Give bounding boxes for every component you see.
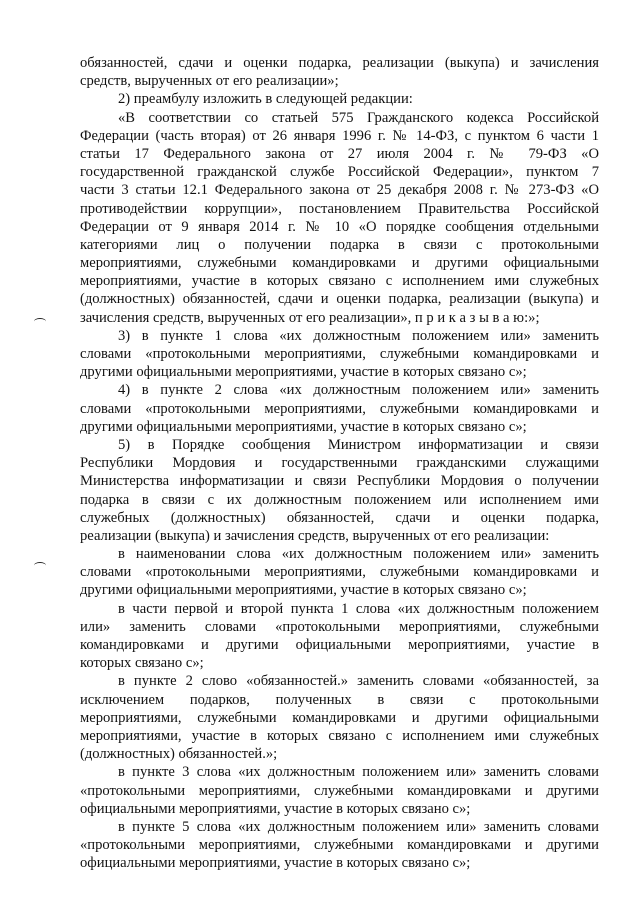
text-line: мероприятиями, участие в которых связано с исполнением ими служебных (80, 273, 599, 290)
text-line: или» заменить словами «протокольными мероприятиями, служебными (80, 618, 599, 635)
text-line: мероприятиями, участие в которых связано с исполнением ими служебных (80, 727, 599, 744)
text-line: 3) в пункте 1 слова «их должностным положением или» заменить (118, 327, 599, 344)
text-line: словами «протокольными мероприятиями, служебными командировками и (80, 564, 599, 581)
text-line: средств, вырученных от его реализации»; (80, 73, 339, 90)
text-line: (должностных) обязанностей, сдачи и оценки подарка, реализации (выкупа) и (80, 291, 599, 308)
text-line: официальными мероприятиями, участие в которых связано с»; (80, 800, 471, 817)
text-line: в пункте 3 слова «их должностным положением или» заменить словами (118, 764, 599, 781)
text-line: категориями лиц о получении подарка в связи с протокольными (80, 236, 599, 253)
text-line: статьи 17 Федерального закона от 27 июля 2004 г. № 79-ФЗ «О (80, 145, 599, 162)
text-line: Федерации (часть вторая) от 26 января 1996 г. № 14-ФЗ, с пунктом 6 части 1 (80, 127, 599, 144)
text-line: зачисления средств, вырученных от его реализации», п р и к а з ы в а ю:»; (80, 309, 540, 326)
punch-hole-mark (34, 562, 46, 569)
text-line: Федерации от 9 января 2014 г. № 10 «О порядке сообщения отдельными (80, 218, 599, 235)
text-line: обязанностей, сдачи и оценки подарка, реализации (выкупа) и зачисления (80, 55, 599, 71)
text-line: мероприятиями, служебными командировками и другими официальными (80, 255, 599, 272)
text-line: другими официальными мероприятиями, участие в которых связано с»; (80, 582, 527, 599)
text-line: словами «протокольными мероприятиями, служебными командировками и (80, 400, 599, 417)
text-line: 5) в Порядке сообщения Министром информатизации и связи (118, 436, 599, 453)
text-line: «протокольными мероприятиями, служебными командировками и другими (80, 837, 599, 854)
text-line: «протокольными мероприятиями, служебными командировками и другими (80, 782, 599, 799)
text-line: Республики Мордовия и государственными гражданскими служащими (80, 455, 599, 472)
text-line: командировками и другими официальными мероприятиями, участие в (80, 637, 599, 653)
text-line: в пункте 2 слово «обязанностей.» заменить словами «обязанностей, за (118, 673, 599, 690)
text-line: (должностных) обязанностей.»; (80, 746, 278, 763)
text-line: противодействии коррупции», постановлением Правительства Российской (80, 200, 599, 217)
document-body (80, 54, 599, 872)
text-line: «В соответствии со статьей 575 Гражданского кодекса Российской (118, 109, 599, 126)
text-line: исключением подарков, полученных в связи с протокольными (80, 691, 599, 708)
text-line: служебных (должностных) обязанностей, сдачи и оценки подарка, (80, 509, 599, 526)
text-line: мероприятиями, служебными командировками и другими официальными (80, 709, 599, 726)
text-line: реализации (выкупа) и зачисления средств, вырученных от его реализации: (80, 527, 550, 544)
text-line: 2) преамбулу изложить в следующей редакции: (118, 91, 413, 108)
text-line: другими официальными мероприятиями, участие в которых связано с»; (80, 364, 527, 381)
text-line: в пункте 5 слова «их должностным положением или» заменить словами (118, 818, 599, 835)
text-line: 4) в пункте 2 слова «их должностным положением или» заменить (118, 382, 599, 399)
text-line: другими официальными мероприятиями, участие в которых связано с»; (80, 418, 527, 435)
text-line: в части первой и второй пункта 1 слова «их должностным положением (118, 600, 599, 617)
text-line: официальными мероприятиями, участие в которых связано с»; (80, 855, 471, 872)
text-line: подарка в связи с их должностным положением или исполнением ими (80, 491, 599, 508)
text-line: части 3 статьи 12.1 Федерального закона от 25 декабря 2008 г. № 273-ФЗ «О (80, 182, 599, 199)
text-line: государственной гражданской службе Российской Федерации», пунктом 7 (80, 164, 599, 181)
text-line: словами «протокольными мероприятиями, служебными командировками и (80, 346, 599, 362)
text-line: которых связано с»; (80, 655, 204, 672)
punch-hole-mark (34, 318, 46, 325)
text-line: Министерства информатизации и связи Республики Мордовия о получении (80, 473, 599, 490)
text-line: в наименовании слова «их должностным положением или» заменить (118, 546, 599, 563)
